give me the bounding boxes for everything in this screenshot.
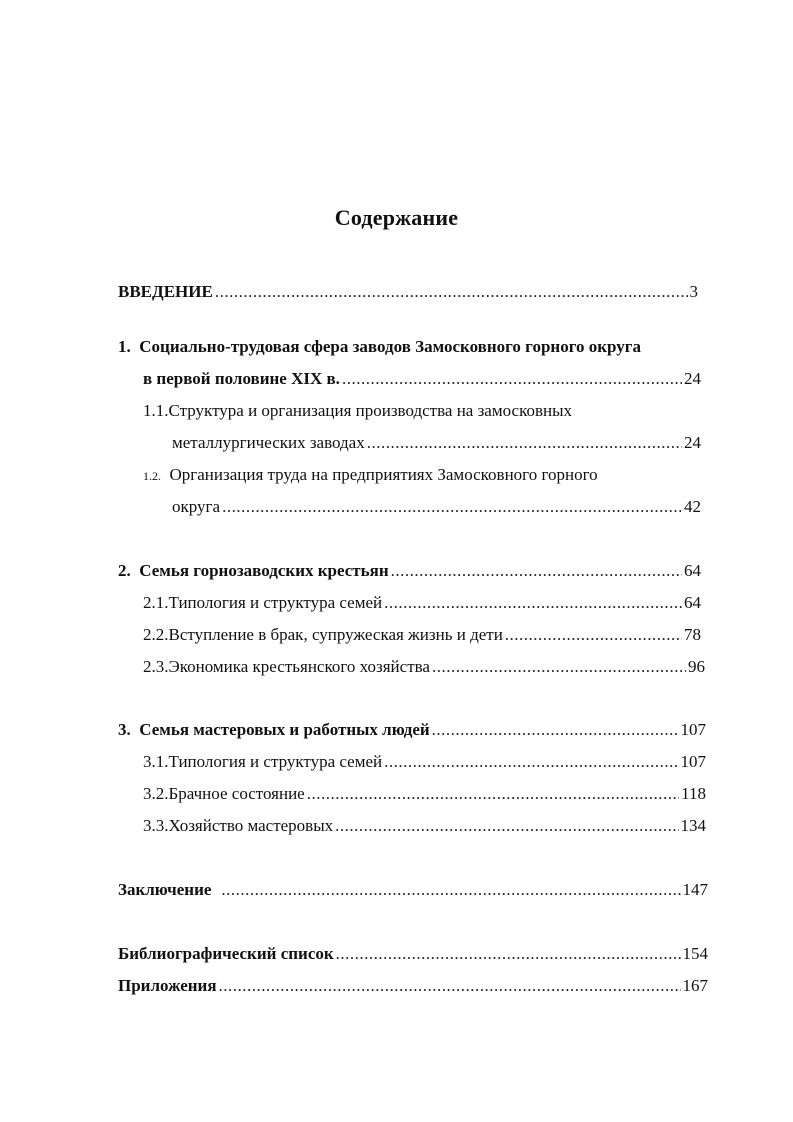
leader-dots bbox=[342, 368, 682, 390]
toc-section-2-3 bbox=[143, 656, 705, 678]
leader-dots bbox=[432, 656, 686, 678]
toc-label: в первой половине XIX в. bbox=[143, 369, 340, 388]
toc-label: металлургических заводах bbox=[172, 433, 365, 452]
toc-label: Библиографический список bbox=[118, 944, 334, 963]
toc-label: Социально-трудовая сфера заводов Замосковного горного округа bbox=[139, 337, 641, 356]
toc-label: округа bbox=[172, 497, 221, 516]
toc-number: 3.3. bbox=[143, 816, 169, 835]
toc-section-1-2-line1 bbox=[143, 464, 598, 487]
toc-number: 2.2. bbox=[143, 625, 169, 644]
toc-page: 42 bbox=[684, 497, 701, 516]
toc-number: 2.1. bbox=[143, 593, 169, 612]
toc-number: 2.3. bbox=[143, 657, 169, 676]
toc-section-1-1-line2 bbox=[172, 432, 701, 454]
toc-number: 1.2. bbox=[143, 469, 161, 483]
toc-label: Заключение bbox=[118, 880, 212, 899]
toc-number: 1.1. bbox=[143, 401, 169, 420]
toc-label: Вступление в брак, супружеская жизнь и дети bbox=[168, 625, 503, 644]
toc-section-2-2 bbox=[143, 624, 701, 646]
leader-dots bbox=[307, 783, 679, 805]
toc-section-2-1 bbox=[143, 592, 701, 614]
toc-section-3-2 bbox=[143, 783, 706, 805]
leader-dots bbox=[505, 624, 682, 646]
toc-section-1-2-line2 bbox=[172, 496, 701, 518]
toc-number: 1. bbox=[118, 337, 131, 356]
toc-page: 64 bbox=[684, 593, 701, 612]
leader-dots bbox=[432, 719, 679, 741]
toc-label: Семья горнозаводских крестьян bbox=[139, 561, 389, 580]
toc-section-3-3 bbox=[143, 815, 706, 837]
page-title: Содержание bbox=[334, 205, 459, 230]
toc-label: Организация труда на предприятиях Замосковного горного bbox=[169, 465, 598, 484]
toc-label: Брачное состояние bbox=[168, 784, 305, 803]
toc-page: 107 bbox=[680, 720, 706, 739]
leader-dots bbox=[335, 815, 678, 837]
toc-label: ВВЕДЕНИЕ bbox=[118, 282, 213, 301]
toc-label: Экономика крестьянского хозяйства bbox=[168, 657, 430, 676]
toc-page: 118 bbox=[681, 784, 706, 803]
toc-label: Приложения bbox=[118, 976, 217, 995]
toc-number: 3. bbox=[118, 720, 131, 739]
leader-dots bbox=[384, 592, 682, 614]
leader-dots bbox=[221, 879, 680, 901]
toc-entry-appendix bbox=[118, 975, 708, 997]
leader-dots bbox=[219, 975, 681, 997]
toc-entry-intro bbox=[118, 281, 698, 303]
toc-entry-bibliography bbox=[118, 943, 708, 965]
toc-section-1-1-line1 bbox=[143, 400, 572, 422]
toc-label: Хозяйство мастеровых bbox=[168, 816, 334, 835]
leader-dots bbox=[367, 432, 682, 454]
toc-label: Структура и организация производства на замосковных bbox=[168, 401, 573, 420]
toc-page: 24 bbox=[684, 369, 701, 388]
toc-label: Типология и структура семей bbox=[168, 593, 383, 612]
leader-dots bbox=[336, 943, 681, 965]
leader-dots bbox=[384, 751, 678, 773]
toc-number: 3.1. bbox=[143, 752, 169, 771]
toc-page: 107 bbox=[680, 752, 706, 771]
toc-page: 134 bbox=[680, 816, 706, 835]
toc-page: 3 bbox=[689, 282, 698, 301]
leader-dots bbox=[215, 281, 688, 303]
toc-entry-conclusion bbox=[118, 879, 708, 901]
toc-page: 78 bbox=[684, 625, 701, 644]
toc-chapter-1-line2 bbox=[143, 368, 701, 390]
toc-page: 154 bbox=[682, 944, 708, 963]
toc-page: 96 bbox=[688, 657, 705, 676]
toc-section-3-1 bbox=[143, 751, 706, 773]
toc-page: 147 bbox=[682, 880, 708, 899]
toc-page: 167 bbox=[682, 976, 708, 995]
toc-number: 2. bbox=[118, 561, 131, 580]
leader-dots bbox=[222, 496, 682, 518]
toc-chapter-1-line1 bbox=[118, 336, 641, 358]
leader-dots bbox=[391, 560, 682, 582]
toc-page: 24 bbox=[684, 433, 701, 452]
toc-label: Семья мастеровых и работных людей bbox=[139, 720, 430, 739]
toc-chapter-2 bbox=[118, 560, 701, 582]
toc-label: Типология и структура семей bbox=[168, 752, 383, 771]
toc-chapter-3 bbox=[118, 719, 706, 741]
toc-page: 64 bbox=[684, 561, 701, 580]
toc-number: 3.2. bbox=[143, 784, 169, 803]
